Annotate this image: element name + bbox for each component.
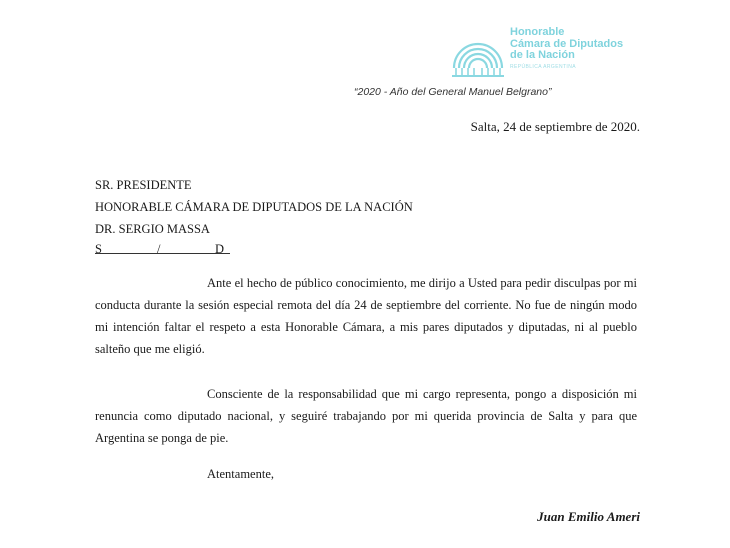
sd-line [95, 240, 230, 256]
paragraph-resignation: Consciente de la responsabilidad que mi cargo representa, pongo a disposición mi renuncia como diputado nacional, y seguiré trabajando por mi querida provincia de Salta y para que Argentina se ponga de pie. [95, 387, 637, 445]
year-motto: “2020 - Año del General Manuel Belgrano” [354, 86, 552, 98]
paragraph-apology: Ante el hecho de público conocimiento, me dirijo a Usted para pedir disculpas por mi conducta durante la sesión especial remota del día 24 de septiembre del corriente. No fue de ningún modo mi intención faltar el respeto a esta Honorable Cámara, a mis pares diputados y diputadas, ni al pueblo salteño que me eligió. [95, 276, 637, 356]
sd-slash: / [157, 242, 161, 256]
addressee-block [95, 174, 413, 263]
sd-d: D [215, 242, 225, 256]
logo-subtitle: REPÚBLICA ARGENTINA [510, 64, 576, 70]
sd-underline [95, 253, 230, 254]
chamber-dome-icon [448, 22, 508, 78]
logo-line-2: Cámara de Diputados [510, 37, 624, 50]
closing: Atentamente, [207, 467, 274, 481]
addressee-line-3: DR. SERGIO MASSA [95, 222, 210, 236]
logo-title [510, 27, 623, 62]
chamber-logo [448, 22, 648, 82]
sd-s: S [95, 242, 102, 256]
addressee-line-2: HONORABLE CÁMARA DE DIPUTADOS DE LA NACIÓN [95, 200, 413, 214]
signature: Juan Emilio Ameri [537, 509, 640, 524]
place-date: Salta, 24 de septiembre de 2020. [470, 119, 640, 134]
logo-line-1: Honorable [510, 26, 565, 38]
addressee-line-1: SR. PRESIDENTE [95, 178, 192, 192]
logo-line-3: de la Nación [510, 49, 575, 61]
